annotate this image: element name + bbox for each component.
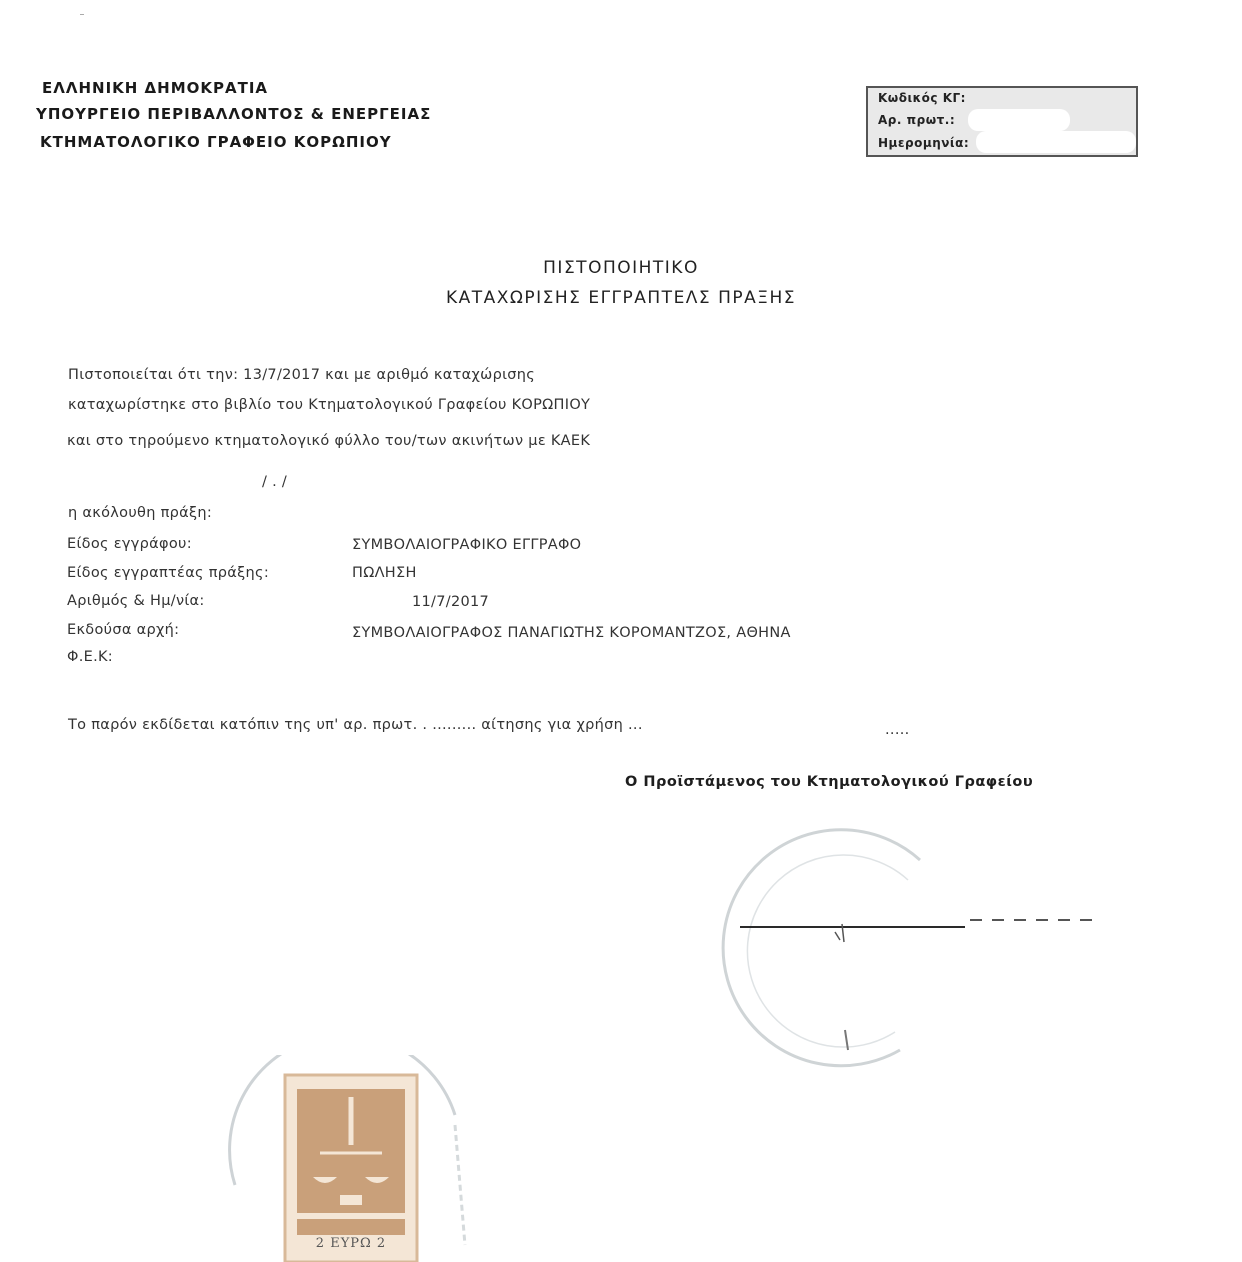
field-label-issuing-authority: Εκδούσα αρχή: [67,622,180,638]
header-line-3: ΚΤΗΜΑΤΟΛΟΓΙΚΟ ΓΡΑΦΕΙΟ ΚΟΡΩΠΙΟΥ [40,133,392,151]
round-seal-arc-right [455,1125,465,1245]
field-label-number-date: Αριθμός & Ημ/νία: [67,593,205,609]
signatory-title: Ο Προϊστάμενος του Κτηματολογικού Γραφείου [625,774,1034,790]
seal-inner-ring [747,855,908,1047]
field-label-act-type: Είδος εγγραπτέας πράξης: [67,565,270,581]
issued-statement-trail: ..... [885,722,910,738]
field-label-document-type: Είδος εγγράφου: [67,536,192,552]
revenue-stamp-seal [225,1055,485,1262]
following-act-label: η ακόλουθη πράξη: [68,505,213,521]
certification-line-2: καταχωρίστηκε στο βιβλίο του Κτηματολογικού Γραφείου ΚΟΡΩΠΙΟΥ [68,397,591,413]
reference-info-box [866,86,1138,157]
official-seal-with-signature [690,820,1110,1080]
header-line-2: ΥΠΟΥΡΓΕΙΟ ΠΕΡΙΒΑΛΛΟΝΤΟΣ & ΕΝΕΡΓΕΙΑΣ [36,105,432,123]
seal-ring [723,830,920,1066]
field-value-number-date: 11/7/2017 [412,594,490,610]
date-redaction [976,131,1136,153]
certification-line-1: Πιστοποιείται ότι την: 13/7/2017 και με αριθμό καταχώρισης [68,367,536,383]
certification-line-3: και στο τηρούμενο κτηματολογικό φύλλο του/των ακινήτων με ΚΑΕΚ [67,433,591,449]
stamp-scale-base [340,1195,362,1205]
header-line-1: ΕΛΛΗΝΙΚΗ ΔΗΜΟΚΡΑΤΙΑ [42,79,269,97]
date-label: Ημερομηνία: [878,136,970,150]
document-title: ΠΙΣΤΟΠΟΙΗΤΙΚΟ [543,258,699,278]
stamp-band [297,1219,405,1235]
field-label-gazette: Φ.Ε.Κ: [67,649,113,665]
field-value-act-type: ΠΩΛΗΣΗ [352,565,417,581]
issued-statement: Το παρόν εκδίδεται κατόπιν της υπ' αρ. πρωτ. . ......... αίτησης για χρήση ... [68,717,643,733]
field-value-issuing-authority: ΣΥΜΒΟΛΑΙΟΓΡΑΦΟΣ ΠΑΝΑΓΙΩΤΗΣ ΚΟΡΟΜΑΝΤΖΟΣ, ΑΘΗΝΑ [352,625,791,641]
document-subtitle: ΚΑΤΑΧΩΡΙΣΗΣ ΕΓΓΡΑΠΤΕΛΣ ΠΡΑΞΗΣ [445,288,797,308]
code-label: Κωδικός ΚΓ: [878,91,966,105]
protocol-redaction [968,109,1070,131]
stamp-inscription: 2 ΕΥΡΩ 2 [315,1236,387,1251]
field-value-document-type: ΣΥΜΒΟΛΑΙΟΓΡΑΦΙΚΟ ΕΓΓΡΑΦΟ [352,537,582,553]
protocol-label: Αρ. πρωτ.: [878,113,956,127]
kaek-placeholder: / . / [262,474,288,490]
